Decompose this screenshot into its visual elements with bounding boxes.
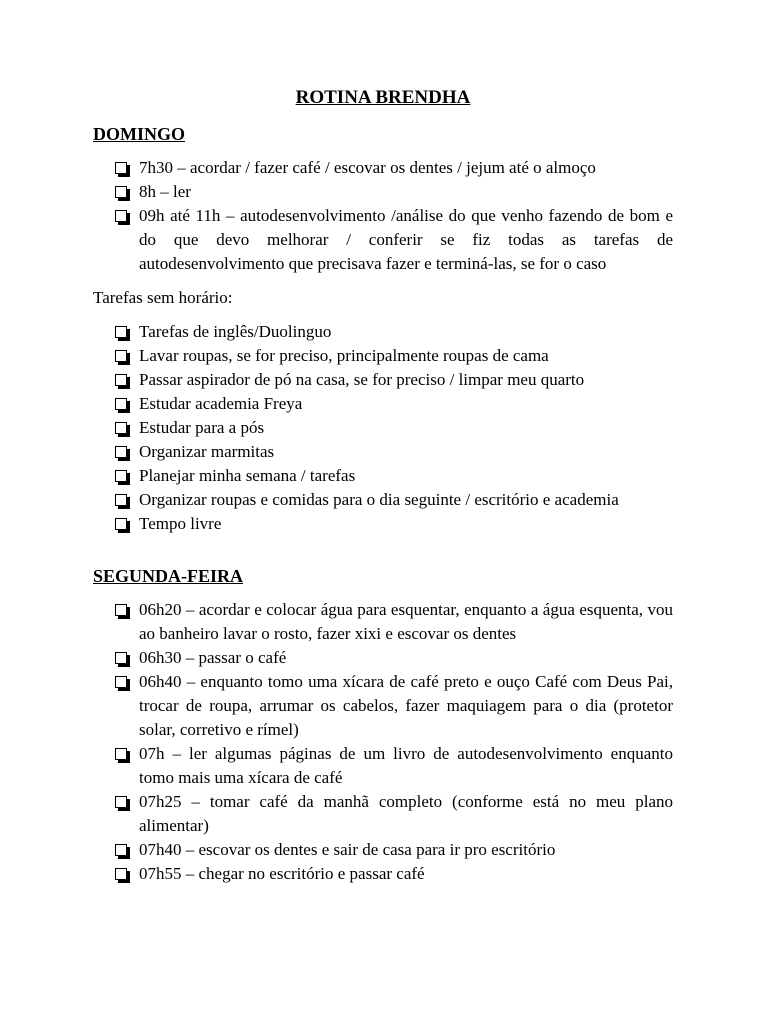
checklist-domingo <box>93 156 673 276</box>
checklist-item-text: Tarefas de inglês/Duolinguo <box>139 322 332 341</box>
checkbox-icon <box>115 326 127 338</box>
checkbox-icon <box>115 470 127 482</box>
section-heading-domingo: DOMINGO <box>93 124 185 144</box>
checklist-item <box>115 646 673 670</box>
checkbox-icon <box>115 374 127 386</box>
checklist-item-text: 07h55 – chegar no escritório e passar café <box>139 864 425 883</box>
checklist-item-text: Tempo livre <box>139 514 222 533</box>
checkbox-icon <box>115 422 127 434</box>
checklist-item-text: 7h30 – acordar / fazer café / escovar os dentes / jejum até o almoço <box>139 158 596 177</box>
checklist-item-text: 8h – ler <box>139 182 191 201</box>
checklist-item <box>115 416 673 440</box>
checklist-item-text: 07h40 – escovar os dentes e sair de casa para ir pro escritório <box>139 840 556 859</box>
checklist-item-text: Estudar para a pós <box>139 418 265 437</box>
checklist-item <box>115 464 673 488</box>
checklist-item <box>115 204 673 276</box>
checklist-item <box>115 368 673 392</box>
checklist-item <box>115 512 673 536</box>
checklist-item <box>115 392 673 416</box>
checkbox-icon <box>115 652 127 664</box>
checklist-item-text: Passar aspirador de pó na casa, se for preciso / limpar meu quarto <box>139 370 585 389</box>
checklist-item-text: 07h25 – tomar café da manhã completo (conforme está no meu plano alimentar) <box>139 792 673 835</box>
checkbox-icon <box>115 868 127 880</box>
checklist-item <box>115 180 673 204</box>
checkbox-icon <box>115 186 127 198</box>
checklist-item-text: 07h – ler algumas páginas de um livro de autodesenvolvimento enquanto tomo mais uma xícara de café <box>139 744 673 787</box>
checkbox-icon <box>115 748 127 760</box>
checklist-item-text: Organizar marmitas <box>139 442 275 461</box>
checkbox-icon <box>115 604 127 616</box>
checklist-item <box>115 344 673 368</box>
checkbox-icon <box>115 518 127 530</box>
checkbox-icon <box>115 494 127 506</box>
page-title: ROTINA BRENDHA <box>295 87 471 108</box>
checklist-item <box>115 790 673 838</box>
section-spacer <box>93 546 673 564</box>
checklist-item-text: Organizar roupas e comidas para o dia seguinte / escritório e academia <box>139 490 619 509</box>
subheading-tarefas: Tarefas sem horário: <box>93 288 233 307</box>
checkbox-icon <box>115 676 127 688</box>
checkbox-icon <box>115 398 127 410</box>
checklist-item-text: Estudar academia Freya <box>139 394 303 413</box>
checkbox-icon <box>115 796 127 808</box>
checklist-item <box>115 440 673 464</box>
checklist-item-text: 06h30 – passar o café <box>139 648 287 667</box>
checklist-item-text: 09h até 11h – autodesenvolvimento /análise do que venho fazendo de bom e do que devo melhorar / conferir se fiz todas as tarefas de autodesenvolvimento que precisava fazer e terminá-las, se for o caso <box>139 206 673 273</box>
checklist-tarefas <box>93 320 673 536</box>
checklist-item-text: 06h20 – acordar e colocar água para esquentar, enquanto a água esquenta, vou ao banheiro lavar o rosto, fazer xixi e escovar os dentes <box>139 600 673 643</box>
checklist-item-text: Lavar roupas, se for preciso, principalmente roupas de cama <box>139 346 549 365</box>
checklist-item <box>115 742 673 790</box>
checkbox-icon <box>115 162 127 174</box>
checklist-item <box>115 838 673 862</box>
checkbox-icon <box>115 446 127 458</box>
checklist-segunda <box>93 598 673 886</box>
checkbox-icon <box>115 844 127 856</box>
checklist-item <box>115 320 673 344</box>
checklist-item-text: Planejar minha semana / tarefas <box>139 466 356 485</box>
section-heading-segunda: SEGUNDA-FEIRA <box>93 566 244 586</box>
checkbox-icon <box>115 210 127 222</box>
checkbox-icon <box>115 350 127 362</box>
checklist-item <box>115 488 673 512</box>
checklist-item <box>115 670 673 742</box>
checklist-item <box>115 598 673 646</box>
checklist-item <box>115 862 673 886</box>
checklist-item <box>115 156 673 180</box>
checklist-item-text: 06h40 – enquanto tomo uma xícara de café preto e ouço Café com Deus Pai, trocar de roupa, arrumar os cabelos, fazer maquiagem para o dia (protetor solar, corretivo e rímel) <box>139 672 673 739</box>
